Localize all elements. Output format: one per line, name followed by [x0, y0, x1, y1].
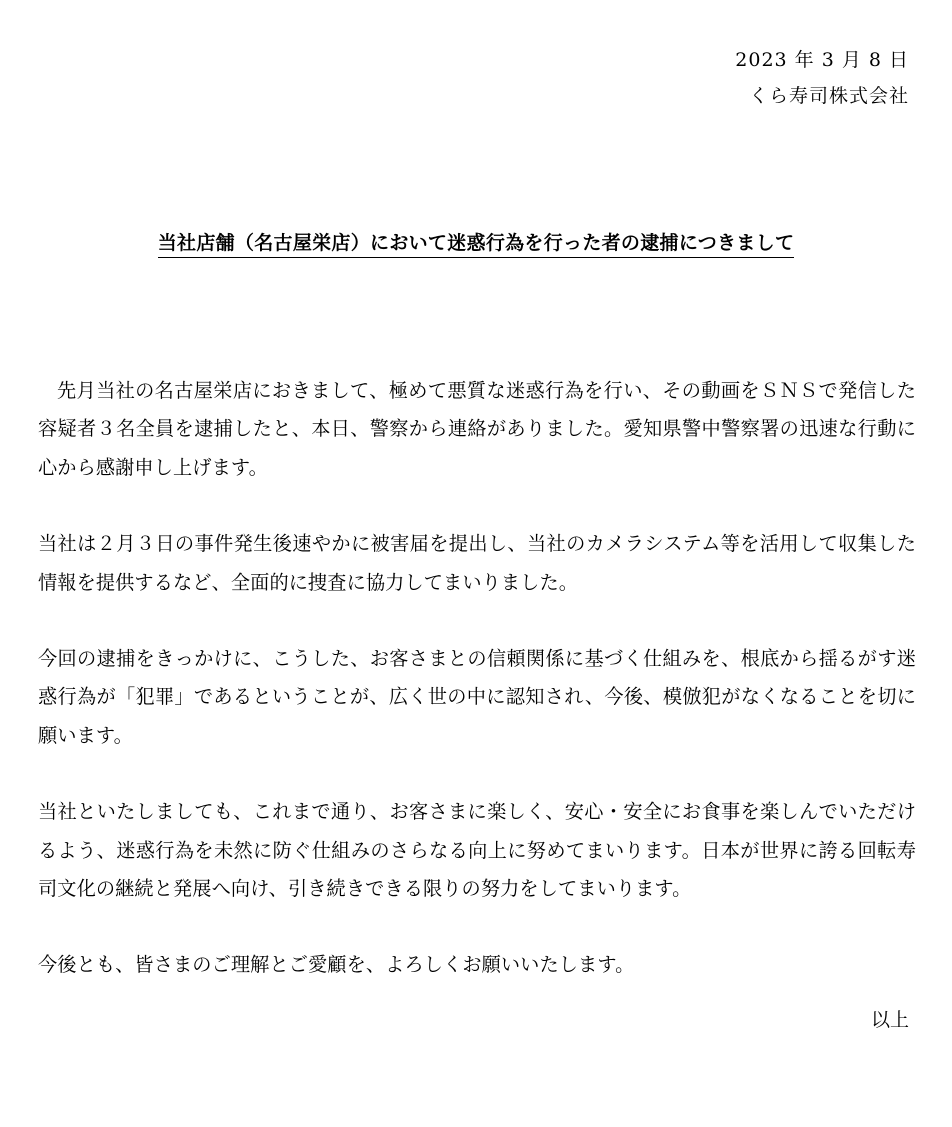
paragraph-2: 当社は２月３日の事件発生後速やかに被害届を提出し、当社のカメラシステム等を活用して収集した情報を提供するなど、全面的に捜査に協力してまいりました。: [38, 532, 916, 594]
document-title-block: [0, 229, 952, 258]
company-name: くら寿司株式会社: [748, 85, 909, 107]
document-header: [735, 42, 909, 114]
paragraph-1: 先月当社の名古屋栄店におきまして、極めて悪質な迷惑行為を行い、その動画をＳＮＳで発信した容疑者３名全員を逮捕したと、本日、警察から連絡がありました。愛知県警中警察署の迅速な行動に心から感謝申し上げます。: [38, 379, 916, 479]
paragraph-4: 当社といたしましても、これまで通り、お客さまに楽しく、安心・安全にお食事を楽しんでいただけるよう、迷惑行為を未然に防ぐ仕組みのさらなる向上に努めてまいります。日本が世界に誇る回転寿司文化の継続と発展へ向け、引き続きできる限りの努力をしてまいります。: [38, 800, 916, 901]
paragraph-3: 今回の逮捕をきっかけに、こうした、お客さまとの信頼関係に基づく仕組みを、根底から揺るがす迷惑行為が「犯罪」であるということが、広く世の中に認知され、今後、模倣犯がなくなることを切に願います。: [38, 647, 916, 747]
document-title: 当社店舗（名古屋栄店）において迷惑行為を行った者の逮捕につきまして: [158, 229, 795, 258]
closing-mark: 以上: [870, 1009, 909, 1031]
issue-date: 2023 年 3 月 8 日: [735, 49, 909, 71]
paragraph-5: 今後とも、皆さまのご理解とご愛顧を、よろしくお願いいたします。: [38, 953, 635, 977]
document-body: [38, 372, 916, 1023]
